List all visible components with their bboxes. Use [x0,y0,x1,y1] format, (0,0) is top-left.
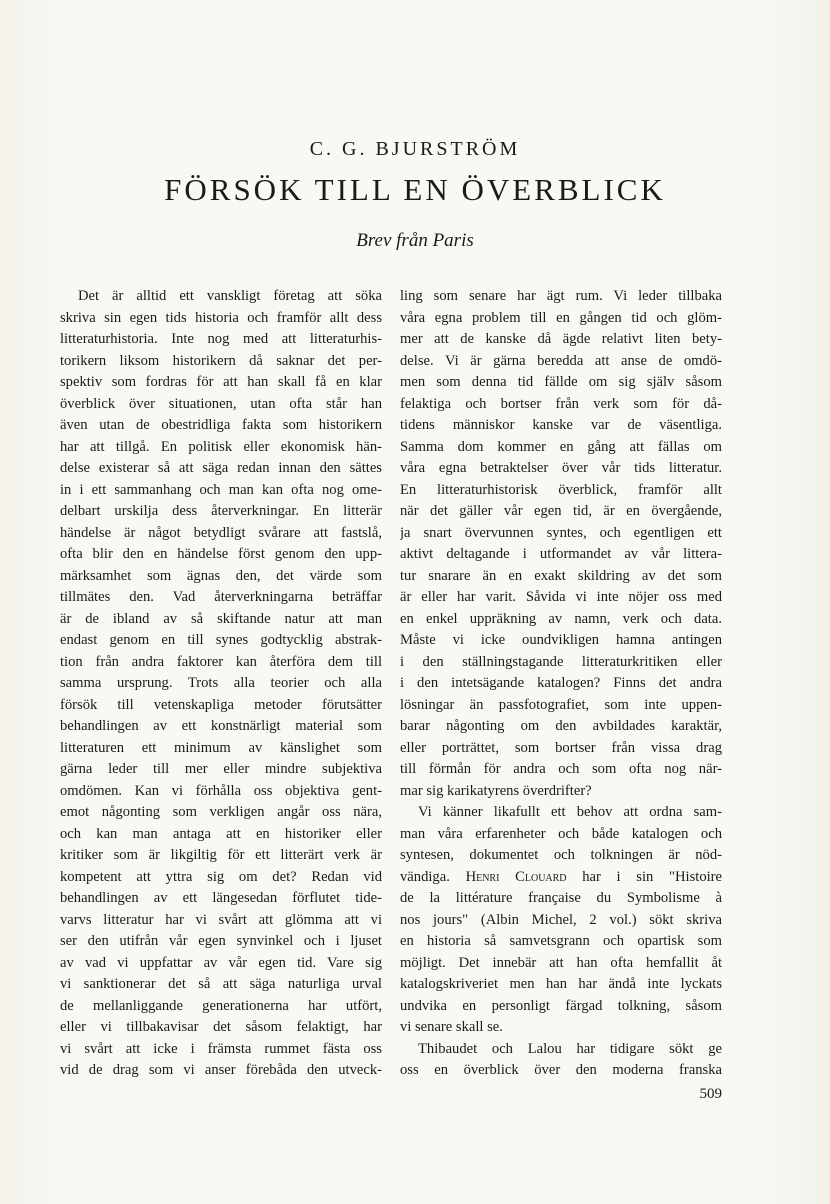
text-line: delse existerar så att säga redan innan den sättes [60,460,382,476]
text-line: Thibaudet och Lalou har tidigare sökt ge [418,1040,722,1057]
text-line: har att tillgå. En politisk eller ekonomisk hän- [60,438,382,455]
text-line: ofta blir den en händelse först genom den upp- [60,546,382,562]
text-line: torikern liksom historikern då saknar det per- [60,352,382,369]
text-line: till förmån för andra och som ofta nog när- [400,761,722,777]
text-line-with-name [400,867,722,889]
text-line: skriva sin egen tids historia och framför allt dess [60,309,382,326]
text-line: nos jours" (Albin Michel, 2 vol.) sökt skriva [400,911,722,928]
text-line: varvs litteratur har vi svårt att glömma att vi [60,911,382,928]
text-line: våra egna problem till en gången tid och glöm- [400,309,722,326]
text-line: in i ett sammanhang och man kan ofta nog ome- [60,481,382,498]
text-line: delse. Vi är gärna beredda att anse de omdö- [400,352,722,369]
text-line: emot någonting som verkligen angår oss nära, [60,804,382,820]
text-line: eller vi tillbakavisar det såsom felaktigt, har [60,1019,382,1035]
text-line: litteraturhistoria. Inte nog med att litteraturhis- [60,331,382,347]
text-line: Vi känner likafullt ett behov att ordna sam- [418,804,722,820]
text-line: man våra erfarenheter och både katalogen och [400,825,722,842]
text-line: och kan man antaga att en historiker eller [60,825,382,842]
text-fragment: har i sin "Histoire [582,868,722,885]
text-line: omdömen. Kan vi förhålla oss objektiva gent- [60,782,382,799]
text-line: delbart urskilja dess återverkningar. En litterär [60,503,382,519]
text-line: märksamhet som ägnas den, det värde som [60,567,382,584]
text-line: litteraturen ett minimum av känslighet som [60,739,382,756]
text-line: men som denna tid fällde om sig själv såsom [400,374,722,390]
text-line: lösningar än passfotografiet, som inte uppen- [400,696,722,713]
text-line: endast genom en till synes godtycklig abstrak- [60,632,382,648]
text-line: spektiv som fordras för att han skall få en klar [60,374,382,390]
text-line: vi sanktionerar det så att säga naturliga urval [60,976,382,992]
text-line: Samma dom kommer en gång att fällas om [400,438,722,455]
text-line: överblick över situationen, utan ofta står han [60,395,382,412]
text-line: undvika en personligt färgad tolkning, såsom [400,997,722,1014]
text-line: även utan de obestridliga fakta som historikern [60,417,382,433]
text-line: händelse är något betydligt svårare att fastslå, [60,524,382,541]
text-line: samma ursprung. Trots alla teorier och alla [60,675,382,691]
text-line: vid de drag som vi anser förebåda den utveck- [60,1062,382,1078]
text-line: våra egna betraktelser över vår tids litteratur. [400,460,722,476]
page-number: 509 [699,1086,722,1102]
text-line: i den ställningstagande litteraturkritiken eller [400,653,722,670]
text-line: ser den utifrån vår egen synvinkel och i ljuset [60,933,382,949]
text-line: Det är alltid ett vanskligt företag att söka [78,288,382,304]
text-line: En litteraturhistorisk överblick, framför allt [400,481,722,498]
text-line: i den intetsägande katalogen? Finns det andra [400,675,722,691]
text-line: eller porträttet, som bortser från vissa drag [400,739,722,756]
text-line: aktivt deltagande i utformandet av vår littera- [400,546,722,562]
text-line: är de ibland av så skiftande natur att man [60,610,382,627]
text-line: möjligt. Det innebär att han ofta hemfallit åt [400,954,722,971]
text-line: när det gäller vår egen tid, är en övergående, [400,503,722,519]
text-line: katalogskriveriet men han har ändå inte lyckats [400,976,722,992]
text-line: behandlingen av ett längesedan förflutet tide- [60,890,382,906]
text-line: tur snarare än en exakt skildring av det som [400,567,722,584]
text-line: en historia så samvetsgrann och opartisk som [400,933,722,949]
text-line: syntesen, dokumentet och tolkningen är nöd- [400,847,722,863]
text-line: Måste vi icke oundvikligen hamna antingen [400,632,722,648]
author-reference: Henri Clouard [465,868,567,885]
right-text-column [400,286,722,1082]
text-line: försök till vetenskapliga metoder förutsätter [60,696,382,713]
text-line: tidens människor kanske var de väsentliga. [400,417,722,433]
text-line: kompetent att yttra sig om det? Redan vid [60,868,382,885]
text-line: gärna leder till mer eller mindre subjektiva [60,761,382,777]
text-line: ja snart övervunnen syntes, och egentligen ett [400,524,722,541]
text-line: en enkel uppräkning av namn, verk och data. [400,610,722,627]
text-line: behandlingen av ett konstnärligt material som [60,718,382,734]
text-line: tion från andra faktorer kan återföra dem till [60,653,382,670]
text-line: vi svårt att icke i främsta rummet fästa oss [60,1040,382,1057]
text-line: ling som senare har ägt rum. Vi leder tillbaka [400,288,722,304]
text-line: är eller har varit. Såvida vi inte nöjer oss med [400,589,722,605]
article-subtitle: Brev från Paris [356,230,474,251]
article-title: FÖRSÖK TILL EN ÖVERBLICK [164,172,666,207]
text-line: mar sig karikatyrens överdrifter? [400,782,592,799]
text-line: felaktiga och bortser från verk som för då- [400,395,722,412]
text-line: av vad vi uppfattar av vår egen tid. Vare sig [60,954,382,971]
text-fragment: vändiga. [400,868,450,885]
text-line: kritiker som är likgiltig för ett litterärt verk är [60,847,382,863]
text-line: mer att de kanske då ägde relativt liten bety- [400,331,722,347]
text-line: vi senare skall se. [400,1019,503,1035]
text-line: de mellanliggande generationerna har utfört, [60,997,382,1014]
text-line: de la littérature française du Symbolisme à [400,890,722,906]
text-line: oss en överblick över den moderna franska [400,1062,722,1078]
text-line: barar någonting om den avbildades karaktär, [400,718,722,734]
text-line: tillmätes den. Vad återverkningarna beträffar [60,589,382,605]
author-name: C. G. BJURSTRÖM [309,138,521,160]
left-text-column [60,286,382,1082]
